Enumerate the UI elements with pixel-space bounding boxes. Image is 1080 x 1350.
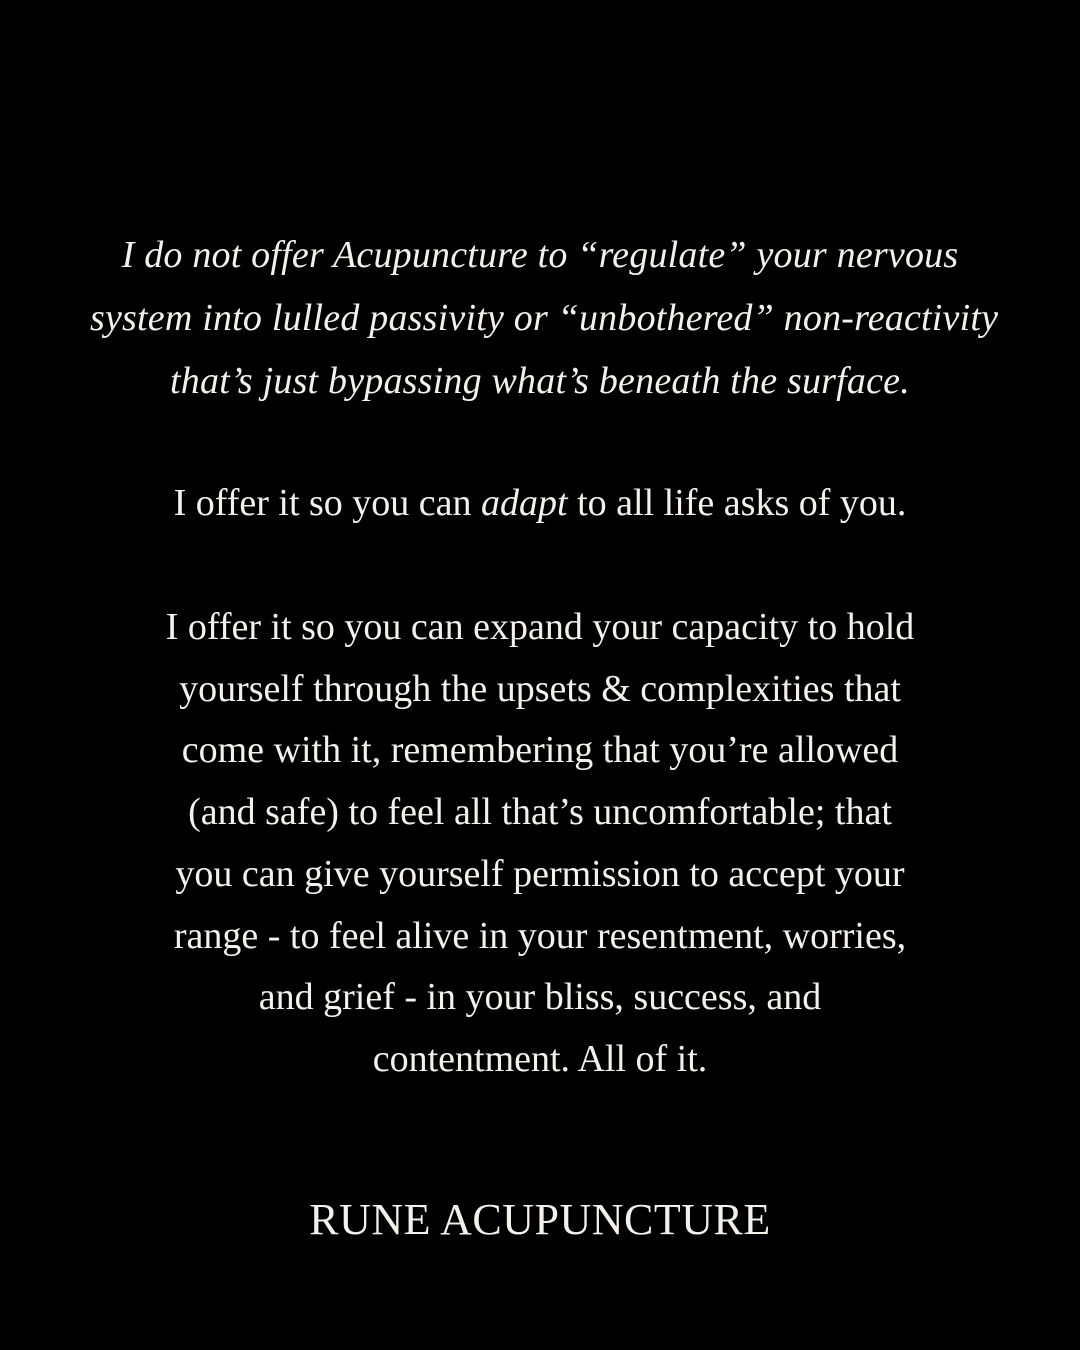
intro-line-1: I do not offer Acupuncture to “regulate” your nervous bbox=[121, 234, 959, 276]
intro-line-3: that’s just bypassing what’s beneath the surface. bbox=[170, 360, 910, 402]
paragraph-line-8: contentment. All of it. bbox=[372, 1037, 708, 1080]
paragraph-line-7: and grief - in your bliss, success, and bbox=[258, 976, 822, 1019]
capacity-paragraph bbox=[60, 597, 1020, 1091]
paragraph-line-1: I offer it so you can expand your capacity to hold bbox=[165, 606, 915, 648]
statement-before: I offer it so you can bbox=[173, 482, 482, 524]
paragraph-line-6: range - to feel alive in your resentment, worries, bbox=[173, 914, 907, 957]
intro-line-2: system into lulled passivity or “unbothered” non-reactivity bbox=[90, 297, 999, 339]
paragraph-line-5: you can give yourself permission to accept your bbox=[175, 852, 905, 895]
paragraph-line-4: (and safe) to feel all that’s uncomfortable; that bbox=[188, 791, 892, 834]
adapt-statement bbox=[70, 472, 1010, 534]
intro-quote bbox=[90, 224, 999, 413]
statement-emphasis: adapt bbox=[481, 482, 568, 524]
brand-logo: RUNE ACUPUNCTURE bbox=[309, 1195, 771, 1244]
paragraph-line-2: yourself through the upsets & complexities that bbox=[179, 667, 901, 710]
statement-after: to all life asks of you. bbox=[567, 482, 907, 524]
paragraph-line-3: come with it, remembering that you’re allowed bbox=[181, 729, 899, 772]
